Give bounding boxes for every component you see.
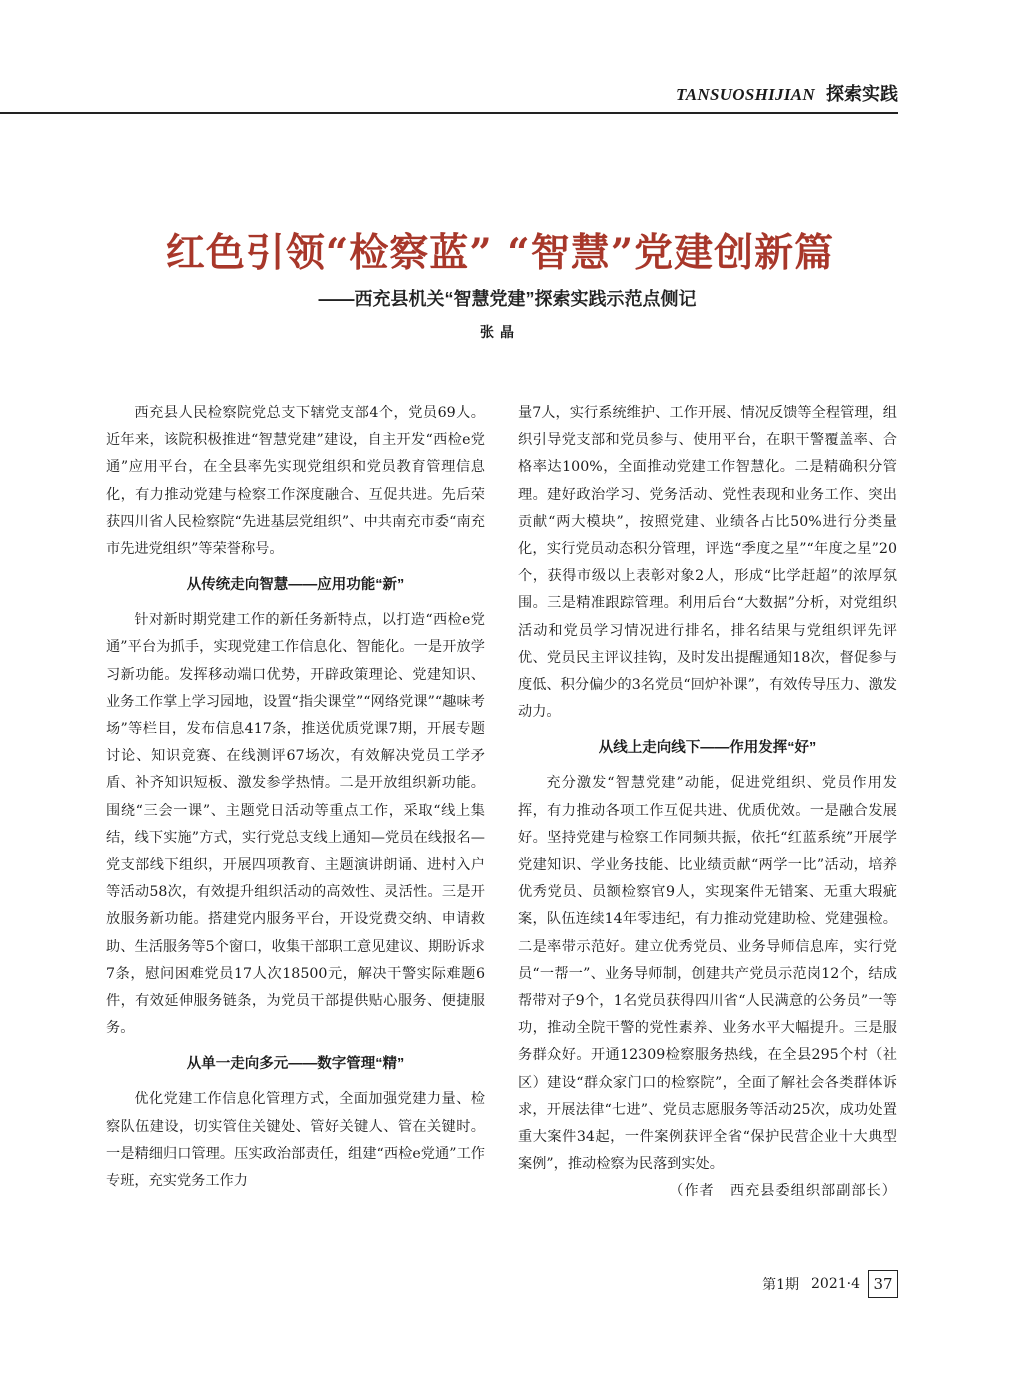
section-header bbox=[676, 80, 898, 106]
section-2-paragraph-start: 优化党建工作信息化管理方式，全面加强党建力量、检察队伍建设，切实管住关键处、管好关键人、管在关键时。一是精细归口管理。压实政治部责任，组建“西检e党通”工作专班，充实党务工作力 bbox=[106, 1091, 485, 1190]
author-byline: （作者 西充县委组织部副部长） bbox=[669, 1183, 897, 1200]
page-number: 37 bbox=[868, 1270, 898, 1298]
section-name-english: TANSUOSHIJIAN bbox=[675, 85, 815, 104]
intro-paragraph: 西充县人民检察院党总支下辖党支部4个，党员69人。近年来，该院积极推进“智慧党建”建设，自主开发“西检e党通”应用平台，在全县率先实现党组织和党员教育管理信息化，有力推动党建与检察工作深度融合、互促共进。先后荣获四川省人民检察院“先进基层党组织”、中共南充市委“南充市先进党组织”等荣誉称号。 bbox=[106, 405, 485, 558]
section-2-paragraph-continued: 量7人，实行系统维护、工作开展、情况反馈等全程管理，组织引导党支部和党员参与、使用平台，在职干警覆盖率、合格率达100%，全面推动党建工作智慧化。二是精确积分管理。建好政治学习、党务活动、党性表现和业务工作、突出贡献“两大模块”，按照党建、业绩各占比50%进行分类量化，实行党员动态积分管理，评选“季度之星”“年度之星”20个，获得市级以上表彰对象2人，形成“比学赶超”的浓厚氛围。三是精准跟踪管理。利用后台“大数据”分析，对党组织活动和党员学习情况进行排名，排名结果与党组织评先评优、党员民主评议挂钩，及时发出提醒通知18次，督促参与度低、积分偏少的3名党员“回炉补课”，有效传导压力、激发动力。 bbox=[518, 405, 897, 721]
article-author: 张晶 bbox=[480, 324, 520, 340]
section-heading-3: 从线上走向线下——作用发挥“好” bbox=[598, 740, 817, 757]
article-title: 红色引领“检察蓝” “智慧”党建创新篇 bbox=[165, 230, 835, 276]
issue-number: 第1期 bbox=[762, 1277, 799, 1293]
section-3-paragraph: 充分激发“智慧党建”动能，促进党组织、党员作用发挥，有力推动各项工作互促共进、优质优效。一是融合发展好。坚持党建与检察工作同频共振，依托“红蓝系统”开展学党建知识、学业务技能、比业绩贡献“两学一比”活动，培养优秀党员、员额检察官9人，实现案件无错案、无重大瑕疵案，队伍连续14年零违纪，有力推动党建助检、党建强检。二是率带示范好。建立优秀党员、业务导师信息库，实行党员“一帮一”、业务导师制，创建共产党员示范岗12个，结成帮带对子9个，1名党员获得四川省“人民满意的公务员”一等功，推动全院干警的党性素养、业务水平大幅提升。三是服务群众好。开通12309检察服务热线，在全县295个村（社区）建设“群众家门口的检察院”，全面了解社会各类群体诉求，开展法律“七进”、党员志愿服务等活动25次，成功处置重大案件34起，一件案例获评全省“保护民营企业十大典型案例”，推动检察为民落到实处。 bbox=[518, 775, 897, 1173]
section-name-chinese: 探索实践 bbox=[826, 84, 898, 104]
left-column bbox=[106, 400, 485, 1195]
right-column bbox=[518, 400, 897, 1206]
section-1-paragraph: 针对新时期党建工作的新任务新特点，以打造“西检e党通”平台为抓手，实现党建工作信息化、智能化。一是开放学习新功能。发挥移动端口优势，开辟政策理论、党建知识、业务工作掌上学习园地，设置“指尖课堂”“网络党课”“趣味考场”等栏目，发布信息417条，推送优质党课7期，开展专题讨论、知识竞赛、在线测评67场次，有效解决党员工学矛盾、补齐知识短板、激发参学热情。二是开放组织新功能。围绕“三会一课”、主题党日活动等重点工作，采取“线上集结，线下实施”方式，实行党总支线上通知—党员在线报名—党支部线下组织，开展四项教育、主题演讲朗诵、进村入户等活动58次，有效提升组织活动的高效性、灵活性。三是开放服务新功能。搭建党内服务平台，开设党费交纳、申请救助、生活服务等5个窗口，收集干部职工意见建议、期盼诉求7条，慰问困难党员17人次18500元，解决干警实际难题6件，有效延伸服务链条，为党员干部提供贴心服务、便捷服务。 bbox=[106, 612, 485, 1037]
section-heading-1: 从传统走向智慧——应用功能“新” bbox=[186, 577, 405, 594]
section-heading-2: 从单一走向多元——数字管理“精” bbox=[186, 1056, 405, 1073]
page-footer bbox=[762, 1270, 898, 1298]
issue-date: 2021·4 bbox=[811, 1276, 860, 1292]
article-subtitle: ——西充县机关“智慧党建”探索实践示范点侧记 bbox=[318, 289, 697, 309]
header-divider bbox=[0, 112, 898, 114]
